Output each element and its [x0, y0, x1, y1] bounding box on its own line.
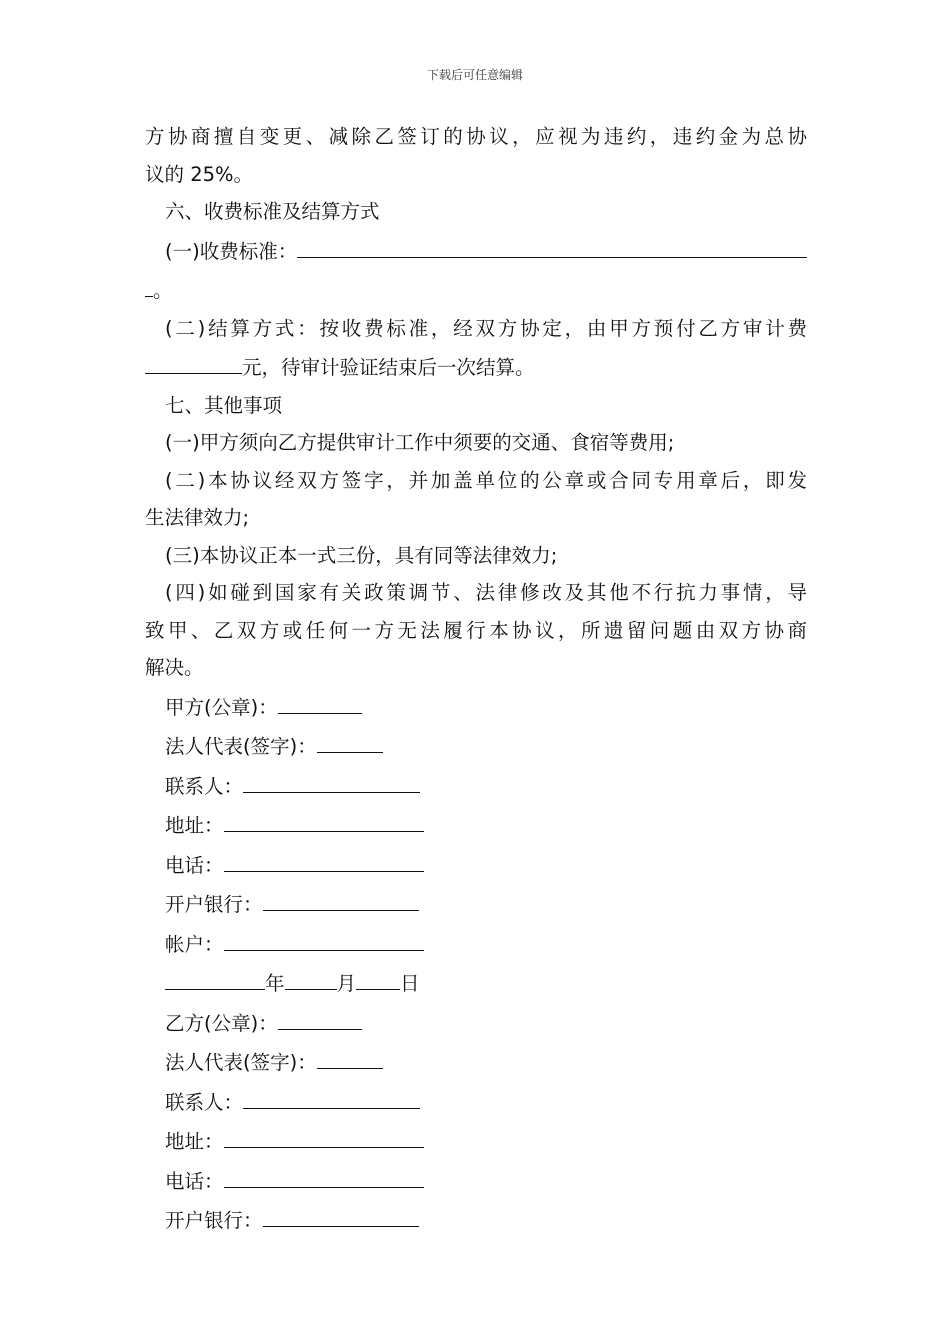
item-2-line-1: (二)本协议经双方签字，并加盖单位的公章或合同专用章后，即发 [165, 468, 807, 492]
party-a-phone-label: 电话： [165, 853, 224, 877]
party-a-contact-line [145, 766, 807, 806]
paragraph-continuation-line-2: 议的 25%。 [145, 162, 254, 186]
prepay-amount-blank[interactable] [145, 347, 242, 374]
party-a-seal-blank[interactable] [278, 687, 362, 714]
fee-standard-blank-tail[interactable] [145, 270, 153, 297]
date-day-blank[interactable] [356, 963, 400, 990]
party-a-seal-label: 甲方(公章)： [165, 695, 278, 719]
party-a-account-line [145, 924, 807, 964]
party-b-address-label: 地址： [165, 1130, 224, 1153]
date-day-label: 日 [400, 972, 420, 995]
settlement-line-2 [145, 347, 807, 387]
party-a-bank-blank[interactable] [263, 884, 419, 911]
party-a-rep-line [145, 726, 807, 766]
fee-standard-blank[interactable] [297, 231, 807, 258]
party-b-rep-line [145, 1042, 807, 1082]
party-b-contact-blank[interactable] [243, 1082, 420, 1109]
item-4-line-1: (四)如碰到国家有关政策调节、法律修改及其他不行抗力事情，导 [165, 581, 807, 604]
settlement-line-2-text: 元，待审计验证结束后一次结算。 [242, 356, 535, 379]
party-b-seal-label: 乙方(公章)： [165, 1011, 278, 1035]
item-2-line-2: 生法律效力; [145, 506, 250, 529]
party-a-seal-line [145, 687, 807, 727]
party-b-contact-line [145, 1082, 807, 1122]
date-month-blank[interactable] [285, 963, 337, 990]
item-4-line-2: 致甲、乙双方或任何一方无法履行本协议，所遗留问题由双方协商 [145, 618, 807, 642]
party-a-phone-blank[interactable] [224, 845, 424, 872]
party-a-phone-line [145, 845, 807, 885]
party-b-seal-line [145, 1003, 807, 1043]
party-b-phone-line [145, 1161, 807, 1201]
party-a-address-label: 地址： [165, 814, 224, 837]
date-year-label: 年 [265, 972, 285, 995]
party-a-bank-line [145, 884, 807, 924]
page-header: 下载后可任意编辑 [426, 68, 523, 82]
section-7-title: 七、其他事项 [165, 393, 283, 417]
item-4-line-3: 解决。 [145, 656, 204, 679]
paragraph-continuation-line-1: 方协商擅自变更、减除乙签订的协议，应视为违约，违约金为总协 [145, 125, 807, 148]
party-b-phone-label: 电话： [165, 1169, 224, 1193]
party-a-contact-blank[interactable] [243, 766, 420, 793]
section-6-title: 六、收费标准及结算方式 [165, 200, 380, 223]
party-a-bank-label: 开户银行： [165, 893, 263, 916]
item-1: (一)甲方须向乙方提供审计工作中须要的交通、食宿等费用; [165, 431, 675, 454]
party-a-account-label: 帐户： [165, 932, 224, 956]
party-a-address-line [145, 805, 807, 845]
item-3: (三)本协议正本一式三份，具有同等法律效力; [165, 543, 558, 567]
party-b-address-blank[interactable] [224, 1121, 424, 1148]
party-a-address-blank[interactable] [224, 805, 424, 832]
party-b-bank-line [145, 1200, 807, 1240]
party-b-bank-label: 开户银行： [165, 1209, 263, 1232]
fee-standard-label: (一)收费标准： [165, 239, 298, 263]
document-body [145, 118, 807, 1240]
fee-standard-end: 。 [153, 279, 173, 302]
party-b-bank-blank[interactable] [263, 1200, 419, 1227]
party-a-rep-label: 法人代表(签字)： [165, 735, 317, 758]
party-b-rep-blank[interactable] [317, 1042, 383, 1069]
party-b-contact-label: 联系人： [165, 1090, 244, 1114]
party-a-account-blank[interactable] [224, 924, 424, 951]
party-a-rep-blank[interactable] [317, 726, 383, 753]
party-b-phone-blank[interactable] [224, 1161, 424, 1188]
party-b-address-line [145, 1121, 807, 1161]
party-a-contact-label: 联系人： [165, 774, 244, 798]
date-year-blank[interactable] [165, 963, 265, 990]
date-month-label: 月 [336, 972, 357, 995]
settlement-line-1: (二)结算方式：按收费标准，经双方协定，由甲方预付乙方审计费 [165, 316, 807, 340]
fee-standard-line [145, 231, 807, 271]
date-line [145, 963, 807, 1003]
fee-standard-end-line [145, 270, 807, 310]
party-b-rep-label: 法人代表(签字)： [165, 1051, 317, 1074]
party-b-seal-blank[interactable] [278, 1003, 362, 1030]
